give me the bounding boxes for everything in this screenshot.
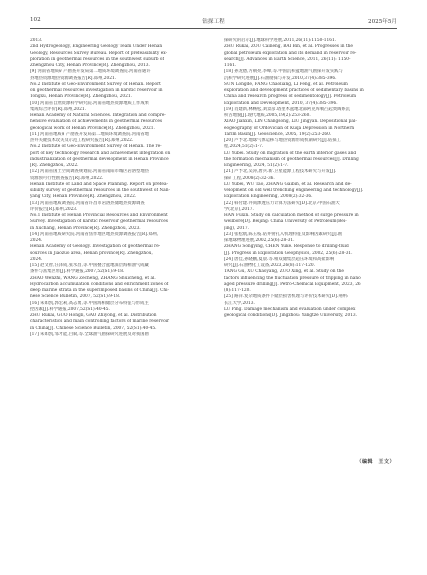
reference-line: No.2 Institute of Geo-Environment Survey of Henan. Report — [30, 81, 161, 87]
reference-line: jing), 2017. — [224, 225, 249, 231]
reference-line: eogeography of Ordovician of Kuqa Depression in Northern — [224, 125, 355, 131]
reference-line: 2013. — [30, 38, 43, 43]
reference-line: port of key technology research and achievement integration on — [30, 150, 171, 156]
reference-line: [12] 河南省国土空间调查规划院.河南省南阳市城区岩溶型地热 — [30, 169, 149, 175]
reference-line: deep marine strata in the superimposed basins of China[J]. Chi- — [30, 288, 169, 293]
reference-line: Geology, Resources Survey Bureau. Report of prefeasibility ex- — [30, 50, 168, 56]
reference-line: 热井关键技术攻关及示范工程研究报告[R].郑州,2022. — [30, 138, 134, 143]
reference-line: [21] 卢予北,吴涛,唐兵.新.卫星能源工程技术研究与开发[J]. — [224, 169, 337, 175]
reference-line: Engineering, 2024, 51(2):1-7. — [224, 163, 289, 168]
references-left-column — [30, 38, 208, 543]
reference-line: ploration in geothermal resources in the southwest suburb of — [30, 56, 165, 62]
reference-line: [10] 河南省自然资源科学研究院.河南省地热资源地质工作成果 — [30, 100, 149, 106]
reference-line: in China[J]. Chinese Science Bulletin, 2007, 52(S1):40-45. — [30, 325, 157, 331]
reference-line: LU Yubei. Study on migration of the earth interior gases and — [224, 150, 357, 156]
reference-line: 1161. — [224, 63, 237, 68]
reference-line: hensive evaluation of achievements in geothermal resources — [30, 119, 163, 125]
reference-line: 探矿工程,2008(2):32-36. — [224, 175, 275, 181]
reference-line: wellbore[D]. Beijing: China University of Petroleum(Bei- — [224, 219, 347, 225]
reference-line: Exploration Engineering, 2008(2):32-36. — [224, 194, 313, 200]
reference-line: 学(北京),2017. — [224, 206, 254, 212]
reference-line: ZHANG Songying, CHEN Yuke. Response to drilling-fluid — [224, 244, 349, 250]
reference-line: Zhengzhou City, Henan Province[R]. Zhengzhou, 2013. — [30, 63, 150, 68]
reference-line: HAN Fuxin. Study on calculation method of surge pressure in — [224, 213, 359, 218]
reference-line: on geothermal resources investigation in karstic reservoir in — [30, 88, 163, 93]
reference-line: exploration and development practices of sedimentary basins in — [224, 88, 364, 93]
reference-line: ZHU Rukai, GUO Hongli, GAO Zhiyong, et al. Distribution — [30, 313, 157, 318]
reference-line: Henan Institute of Land and Space Planning. Report on prefea- — [30, 181, 168, 187]
reference-line: Tarim Basin[J]. Geoscience, 2005, 19(2):253-260. — [224, 131, 332, 137]
reference-line: aged pressure drilling[J]. Petro-Chemical Equipment, 2023, 26 — [224, 281, 361, 287]
reference-line: TANG Gu, XU Chaoyang, ZUO Xing, et al. Study on the — [224, 269, 344, 275]
reference-line: Tongxu, Henan Province[R]. Zhengzhou, 2021. — [30, 94, 132, 100]
reference-line: LU Ping. Damage mechanism and evaluation under complex — [224, 306, 356, 312]
reference-line: Exploration and Development, 2010, 37(4):385-396. — [224, 100, 338, 106]
reference-line: yang City, Henan Province[R]. Zhengzhou, 2022. — [30, 194, 137, 200]
reference-line: [15] 赵文智,汪泽成,张水昌,等.中国叠合盆地深层海相油气成藏 — [30, 263, 149, 268]
reference-line: 沉积学研究进展[J].石油勘探与开发,2010,37(4):385-396. — [224, 75, 337, 81]
reference-line: 评价报告[R].郑州,2023. — [30, 206, 78, 212]
reference-line: factors influencing the fluctuation pressure of tripping in nano — [224, 275, 361, 281]
reference-line: [R]. Zhengzhou, 2022. — [30, 163, 79, 168]
reference-line: 2024. — [30, 238, 43, 243]
reference-line: [17] 朱如凯,邹才能,白斌,等.全球油气勘探研究进展及对我国勘 — [30, 331, 149, 337]
reference-line: 长江大学,2013. — [224, 300, 255, 306]
reference-line: [23] 张松航,陈玉枝.钻井射孔入机理特征及影响因素研究[J].勘 — [224, 231, 343, 237]
reference-line: geological conditions[D]. Jingzhou: Yangtze University, 2013. — [224, 313, 358, 318]
reference-line: 程,2024,51(2):1-7. — [224, 144, 264, 150]
reference-line: Survey. Investigation of karstic reservoir geothermal resources — [30, 219, 168, 225]
reference-line: velopment on old well trenching engineering and technology[J]. — [224, 188, 364, 193]
reference-line: 研究[J].石油物化工设备,2023,26(8):117-120. — [224, 263, 316, 268]
reference-line: 探研究的启示[J].地球科学进展,2011,26(11):1150-1161. — [224, 38, 337, 43]
reference-line: XIAO Jianxin, LIN Changsong, LIU Jingyan. Depositional pal- — [224, 119, 357, 125]
reference-line: [16] 朱如凯,郭宏莉,高志勇,等.中国海相储层分布特征与形成主 — [30, 300, 149, 306]
reference-line: sibility survey of geothermal resources in the southwest of Nan- — [30, 188, 170, 193]
reference-line: LU Yubei, WU Tao, ZHANG Gaibin, et al. Research and de- — [224, 181, 352, 187]
reference-line: [18] 孙龙德,方朝亮,李峰,等.中国沉积盆地油气勘探开发实践与 — [224, 69, 343, 75]
reference-line: [24] 唐佳,孙晓鹏,夏晨.等.相双储集层超压环境和高盐影响 — [224, 256, 335, 262]
reference-line: (8):117-120. — [224, 288, 251, 293]
reference-line: 集成综合评价[R].郑州,2021. — [30, 106, 86, 112]
reference-line: 探地球物理进展,2002,25(6):28-31. — [224, 238, 295, 243]
reference-line: [20] 卢予北.地球气体运移与地热资源形成机制研究[J].钻探工 — [224, 138, 341, 143]
reference-line: 资源预可行性勘查报告[R].郑州,2022. — [30, 175, 104, 181]
reference-line: nese Science Bulletin, 2007, 52(S1):9-18. — [30, 294, 121, 300]
reference-line: [22] 韩付建.井筒渗透压力计算方法研究[D].北京:中国石油大 — [224, 200, 340, 206]
reference-line: [25] 路萍.复杂地质条件下储层损害机理与评价技术研究[D].荆州: — [224, 294, 349, 300]
reference-line: [19] 肖建新,林畅松,刘景彦.塔里木盆地北部阿克库勒凸起奥陶系沉 — [224, 106, 351, 112]
editor-note: （编辑 王文） — [356, 459, 395, 465]
reference-line: [14] 河南省地质研究院.河南省焦作地区地热资源调查报告[R].郑州, — [30, 231, 159, 237]
reference-line: ZHU Rukai, ZOU Caineng, BAI Bin, et al. Progresses in the — [224, 44, 353, 50]
reference-line: in Xuchang, Henan Province[R]. Zhengzhou, 2023. — [30, 225, 141, 231]
reference-line: characteristics and main controlling factors of marine reservoir — [30, 319, 170, 325]
journal-title: 钻探工程 — [202, 19, 225, 25]
reference-line: Henan Academy of Geology. Investigation of geothermal re- — [30, 244, 161, 250]
reference-line: SUN Longde, FANG Chaoliang, LI Feng, et al. Petroleum — [224, 81, 348, 87]
reference-line: global petroleum exploration and its demand in reservoir re- — [224, 50, 357, 56]
reference-line: No.2 Institute of Geo-Environment Survey of Henan. The re- — [30, 144, 162, 150]
reference-line: [11] 河南省地质矿产勘查开发局第二地质环境调查院.河南省地 — [30, 131, 149, 137]
reference-line: search[J]. Advances in Earth Science, 2011, 26(11): 1150- — [224, 56, 351, 62]
reference-line: 控因素[J].科学通报,2007,52(S1):40-45. — [30, 306, 110, 312]
reference-line: 2nd Hydrogeology, Engineering Geology Team Under Henan — [30, 44, 163, 50]
reference-line: sources in Jiaozuo area, Henan province[R]. Zhengzhou, — [30, 250, 153, 256]
reference-line: [9] 河南省地质矿产勘查开发局第二地质环境调查院.河南省通许 — [30, 69, 151, 75]
reference-line: 2024. — [30, 256, 43, 262]
issue-date: 2025年5月 — [368, 19, 397, 25]
reference-line: the formation mechanism of geothermal resources[J]. Drilling — [224, 156, 359, 162]
reference-line: ZHAO Wenzhi, WANG Zecheng, ZHANG Shuicheng, et al. — [30, 275, 156, 281]
page-header — [30, 14, 397, 27]
reference-line: Henan Academy of Natural Sciences. Integration and compre- — [30, 113, 166, 118]
header-rule — [30, 28, 397, 29]
reference-line: No.1 Institute of Henan Provincial Resources and Environment — [30, 213, 168, 218]
reference-line: 条件与富集区带[J].科学通报,2007,52(S1):9-18. — [30, 269, 125, 275]
page-number: 102 — [30, 17, 41, 23]
reference-line: China and research progress of sedimentology[J]. Petroleum — [224, 94, 357, 100]
references-right-column — [224, 38, 400, 543]
reference-line: 积古地貌[J].现代地质,2005,19(2):253-260. — [224, 113, 311, 118]
reference-line: 县地热资源地热资源调查报告[R].郑州,2021. — [30, 75, 117, 81]
reference-line: [J]. Progress in Exploration Geophysics, 2002, 25(6):28-31. — [224, 250, 353, 256]
reference-line: geological work of Henan Province[R]. Zhengzhou, 2021. — [30, 125, 155, 131]
reference-line: industrialization of geothermal development in Henan Province — [30, 156, 169, 162]
reference-line: Hydrocarbon accumulation conditions and enrichment zones of — [30, 281, 169, 287]
reference-line: [13] 河南省地质调查院.河南省许昌市岩溶热储地热资源调查 — [30, 200, 145, 206]
